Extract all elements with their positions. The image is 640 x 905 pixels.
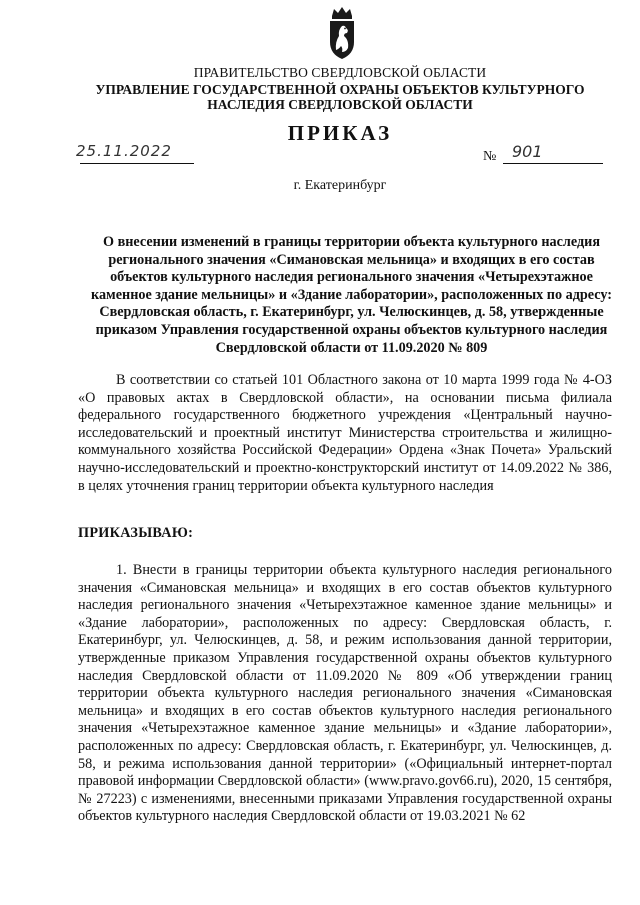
city: г. Екатеринбург [293,178,387,193]
order-number: 901 [512,142,543,161]
order-subject: О внесении изменений в границы территории объекта культурного наследия регионального значения «Симановская мельница» и входящих в его состав объектов культурного наследия регионального значения «Четырехэтажное каменное здание мельницы» и «Здание лаборатории», расположенных по адресу: Свердловская область, г. Екатеринбург, ул. Челюскинцев, д. 58, утвержденные приказом Управления государственной охраны объектов культурного наследия Свердловской области от 11.09.2020 № 809 [91,234,612,356]
government-name: ПРАВИТЕЛЬСТВО СВЕРДЛОВСКОЙ ОБЛАСТИ [193,65,487,80]
command-heading: ПРИКАЗЫВАЮ: [78,525,194,541]
number-sign: № [483,149,497,164]
coat-of-arms-icon [327,6,357,60]
number-underline [503,163,603,164]
department-name: УПРАВЛЕНИЕ ГОСУДАРСТВЕННОЙ ОХРАНЫ ОБЪЕКТОВ КУЛЬТУРНОГО НАСЛЕДИЯ СВЕРДЛОВСКОЙ ОБЛАСТИ [95,82,585,112]
date-underline [80,163,194,164]
item-1-paragraph: 1. Внести в границы территории объекта культурного наследия регионального значения «Симановская мельница» и входящих в его состав объектов культурного наследия регионального значения «Четырехэтажное каменное здание мельницы» и «Здание лаборатории», расположенных по адресу: Свердловская область, г. Екатеринбург, ул. Челюскинцев, д. 58, и режим использования данной территории, утвержденные приказом Управления государственной охраны объектов культурного наследия Свердловской области от 11.09.2020 № 809 «Об утверждении границ территории объекта культурного наследия регионального значения «Симановская мельница» и входящих в его состав объектов культурного наследия регионального значения «Четырехэтажное каменное здание мельницы» и «Здание лаборатории», расположенных по адресу: Свердловская область, г. Екатеринбург, ул. Челюскинцев, д. 58, и режима использования данной территории» («Официальный интернет-портал правовой информации Свердловской области» (www.pravo.gov66.ru), 2020, 15 сентября, № 27223) с изменениями, внесенными приказами Управления государственной охраны объектов культурного наследия Свердловской области от 19.03.2021 № 62 [78,562,612,825]
document-type-title: ПРИКАЗ [287,121,393,145]
order-date: 25.11.2022 [76,142,172,160]
preamble-paragraph: В соответствии со статьей 101 Областного закона от 10 марта 1999 года № 4-ОЗ «О правовых актах в Свердловской области», на основании письма филиала федерального государственного бюджетного учреждения «Центральный научно-исследовательский и проектный институт Министерства строительства и жилищно-коммунального хозяйства Российской Федерации» Ордена «Знак Почета» Уральский научно-исследовательский и проектно-конструкторский институт от 14.09.2022 № 386, в целях уточнения границ территории объекта культурного наследия [78,372,612,494]
